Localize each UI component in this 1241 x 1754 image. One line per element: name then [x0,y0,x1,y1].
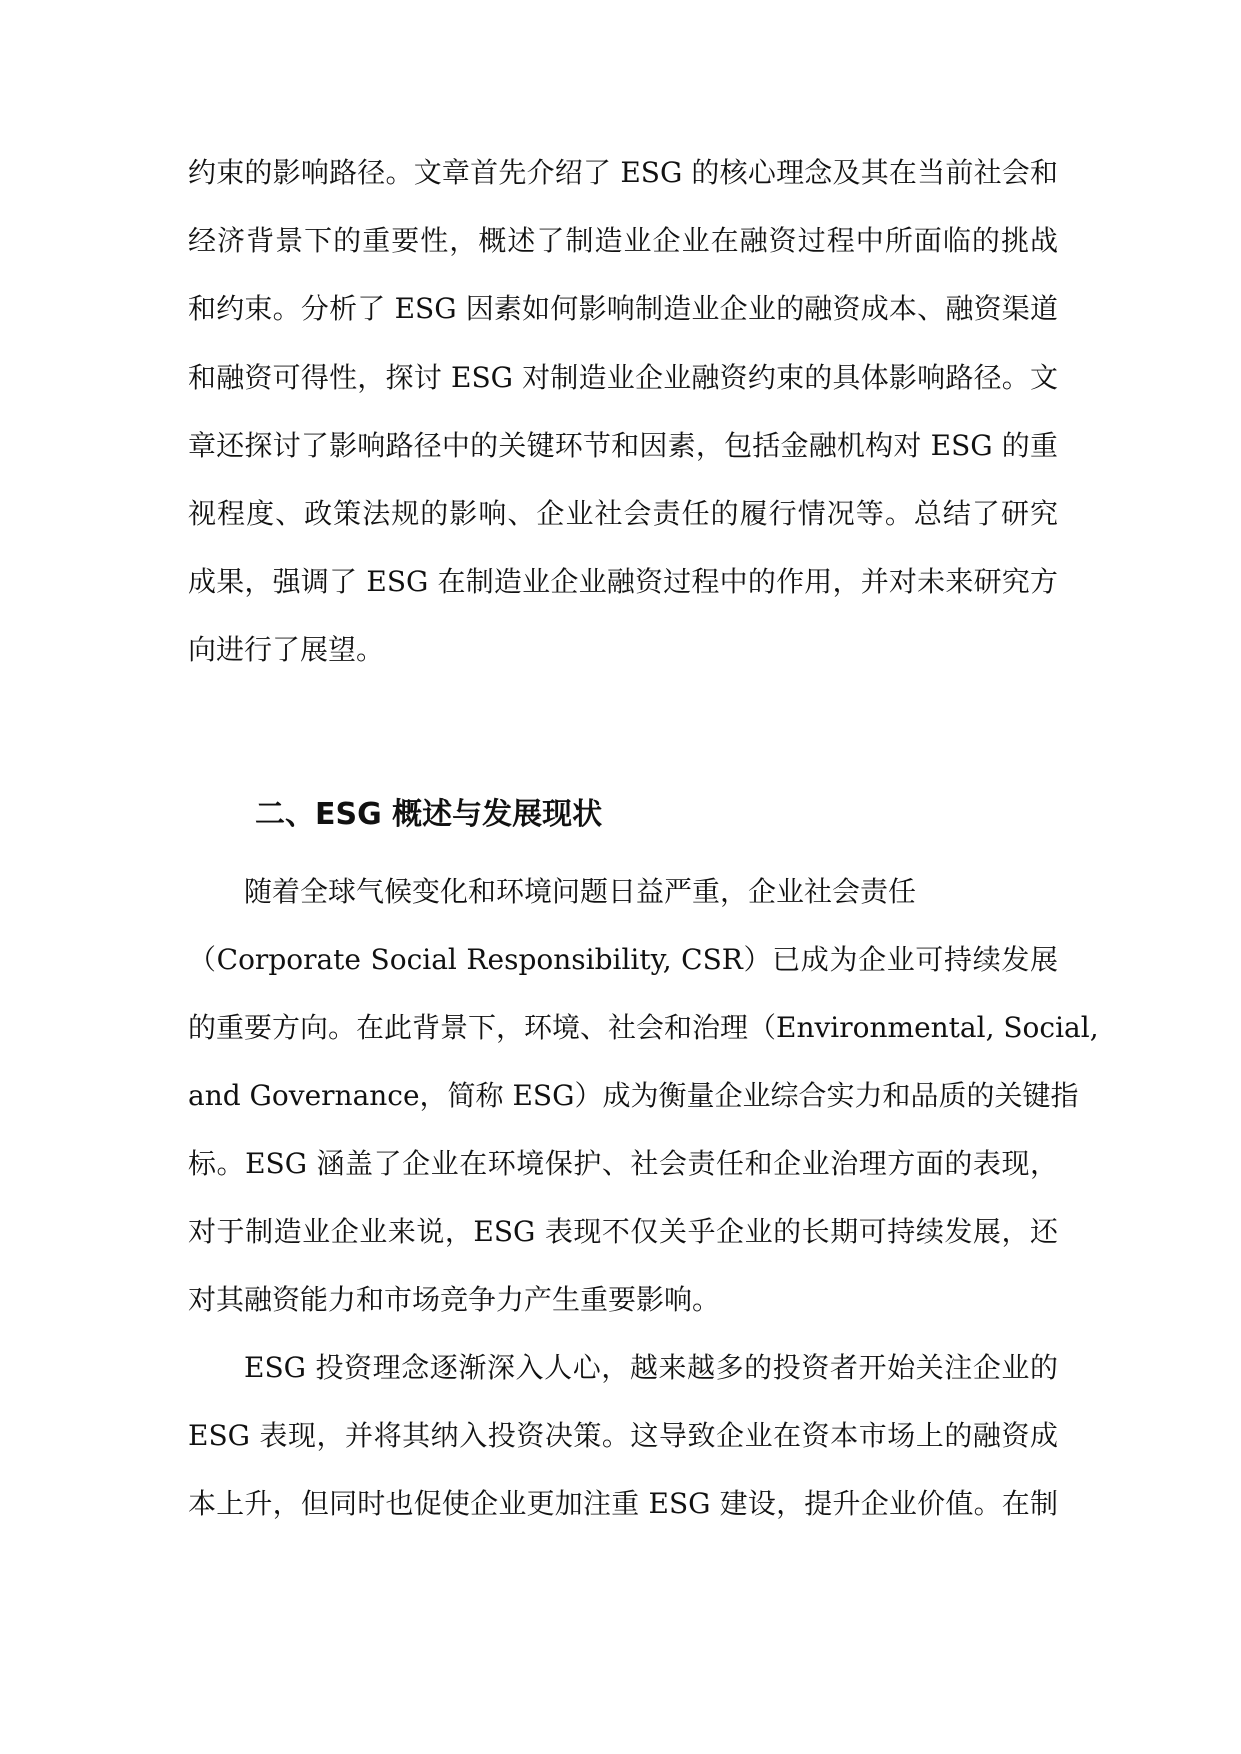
text-line: 和约束。分析了 ESG 因素如何影响制造业企业的融资成本、融资渠道 [188,292,1058,325]
text-line: （Corporate Social Responsibility, CSR）已成为企业可持续发展 [188,943,1058,976]
text-line: 视程度、政策法规的影响、企业社会责任的履行情况等。总结了研究 [188,497,1058,530]
text-line: 对于制造业企业来说，ESG 表现不仅关乎企业的长期可持续发展，还 [188,1215,1058,1248]
text-line: 向进行了展望。 [188,633,385,666]
text-line: 章还探讨了影响路径中的关键环节和因素，包括金融机构对 ESG 的重 [188,429,1058,462]
text-line: ESG 投资理念逐渐深入人心，越来越多的投资者开始关注企业的 [244,1351,1058,1384]
text-line: 经济背景下的重要性，概述了制造业企业在融资过程中所面临的挑战 [188,224,1058,257]
text-line: and Governance，简称 ESG）成为衡量企业综合实力和品质的关键指 [188,1079,1079,1112]
text-line: 成果，强调了 ESG 在制造业企业融资过程中的作用，并对未来研究方 [188,565,1058,598]
text-line: 标。ESG 涵盖了企业在环境保护、社会责任和企业治理方面的表现， [188,1147,1058,1180]
text-line: 随着全球气候变化和环境问题日益严重，企业社会责任 [244,875,917,908]
text-line: 本上升，但同时也促使企业更加注重 ESG 建设，提升企业价值。在制 [188,1487,1058,1520]
text-line: 和融资可得性，探讨 ESG 对制造业企业融资约束的具体影响路径。文 [188,361,1058,394]
text-line: ESG 表现，并将其纳入投资决策。这导致企业在资本市场上的融资成 [188,1419,1058,1452]
text-line: 的重要方向。在此背景下，环境、社会和治理（Environmental, Social, [188,1011,1099,1044]
text-line: 对其融资能力和市场竞争力产生重要影响。 [188,1283,721,1316]
text-line: 约束的影响路径。文章首先介绍了 ESG 的核心理念及其在当前社会和 [188,156,1058,189]
section-heading: 二、ESG 概述与发展现状 [255,797,603,832]
